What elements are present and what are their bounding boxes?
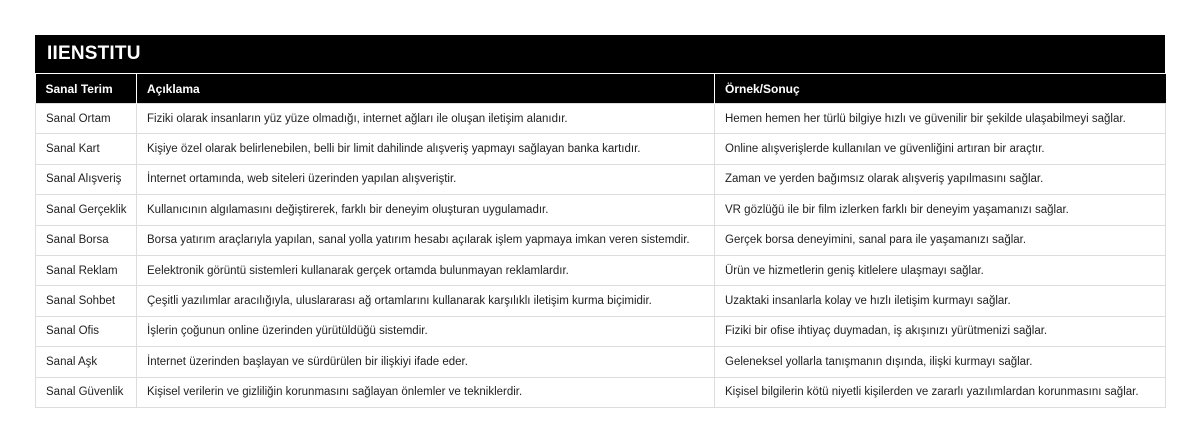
example-cell: Zaman ve yerden bağımsız olarak alışveriş yapılmasını sağlar. [715, 164, 1166, 194]
table-row [36, 316, 1166, 346]
table-header [36, 74, 1166, 104]
example-cell: Fiziki bir ofise ihtiyaç duymadan, iş akışınızı yürütmenizi sağlar. [715, 316, 1166, 346]
description-cell: İşlerin çoğunun online üzerinden yürütüldüğü sistemdir. [137, 316, 715, 346]
description-cell: Fiziki olarak insanların yüz yüze olmadığı, internet ağları ile oluşan iletişim alanıdır. [137, 104, 715, 134]
description-cell: Borsa yatırım araçlarıyla yapılan, sanal yolla yatırım hesabı açılarak işlem yapmaya imkan veren sistemdir. [137, 225, 715, 255]
table-title: IIENSTITU [35, 35, 1165, 73]
description-cell: Kullanıcının algılamasını değiştirerek, farklı bir deneyim oluşturan uygulamadır. [137, 195, 715, 225]
description-cell: Eelektronik görüntü sistemleri kullanarak gerçek ortamda bulunmayan reklamlardır. [137, 255, 715, 285]
column-header-example: Örnek/Sonuç [715, 74, 1166, 104]
term-cell: Sanal Alışveriş [36, 164, 137, 194]
example-cell: Uzaktaki insanlarla kolay ve hızlı iletişim kurmayı sağlar. [715, 286, 1166, 316]
term-cell: Sanal Borsa [36, 225, 137, 255]
term-cell: Sanal Ofis [36, 316, 137, 346]
description-cell: Kişisel verilerin ve gizliliğin korunmasını sağlayan önlemler ve tekniklerdir. [137, 377, 715, 407]
table-row [36, 377, 1166, 407]
table-row [36, 347, 1166, 377]
term-cell: Sanal Ortam [36, 104, 137, 134]
description-cell: İnternet üzerinden başlayan ve sürdürülen bir ilişkiyi ifade eder. [137, 347, 715, 377]
column-header-term: Sanal Terim [36, 74, 137, 104]
table-row [36, 164, 1166, 194]
term-cell: Sanal Kart [36, 134, 137, 164]
example-cell: VR gözlüğü ile bir film izlerken farklı bir deneyim yaşamanızı sağlar. [715, 195, 1166, 225]
table-row [36, 104, 1166, 134]
term-cell: Sanal Güvenlik [36, 377, 137, 407]
description-cell: İnternet ortamında, web siteleri üzerinden yapılan alışveriştir. [137, 164, 715, 194]
table-row [36, 255, 1166, 285]
column-header-description: Açıklama [137, 74, 715, 104]
example-cell: Gerçek borsa deneyimini, sanal para ile yaşamanızı sağlar. [715, 225, 1166, 255]
term-cell: Sanal Sohbet [36, 286, 137, 316]
example-cell: Online alışverişlerde kullanılan ve güvenliğini artıran bir araçtır. [715, 134, 1166, 164]
table-row [36, 195, 1166, 225]
terms-table [35, 73, 1166, 408]
example-cell: Ürün ve hizmetlerin geniş kitlelere ulaşmayı sağlar. [715, 255, 1166, 285]
example-cell: Hemen hemen her türlü bilgiye hızlı ve güvenilir bir şekilde ulaşabilmeyi sağlar. [715, 104, 1166, 134]
header-row [36, 74, 1166, 104]
example-cell: Kişisel bilgilerin kötü niyetli kişilerden ve zararlı yazılımlardan korunmasını sağlar. [715, 377, 1166, 407]
example-cell: Geleneksel yollarla tanışmanın dışında, ilişki kurmayı sağlar. [715, 347, 1166, 377]
description-cell: Kişiye özel olarak belirlenebilen, belli bir limit dahilinde alışveriş yapmayı sağlayan banka kartıdır. [137, 134, 715, 164]
table-row [36, 134, 1166, 164]
table-row [36, 286, 1166, 316]
table-body [36, 104, 1166, 408]
table-row [36, 225, 1166, 255]
term-cell: Sanal Reklam [36, 255, 137, 285]
terms-table-container [35, 35, 1165, 408]
term-cell: Sanal Gerçeklik [36, 195, 137, 225]
description-cell: Çeşitli yazılımlar aracılığıyla, uluslararası ağ ortamlarını kullanarak karşılıklı iletişim kurma biçimidir. [137, 286, 715, 316]
term-cell: Sanal Aşk [36, 347, 137, 377]
